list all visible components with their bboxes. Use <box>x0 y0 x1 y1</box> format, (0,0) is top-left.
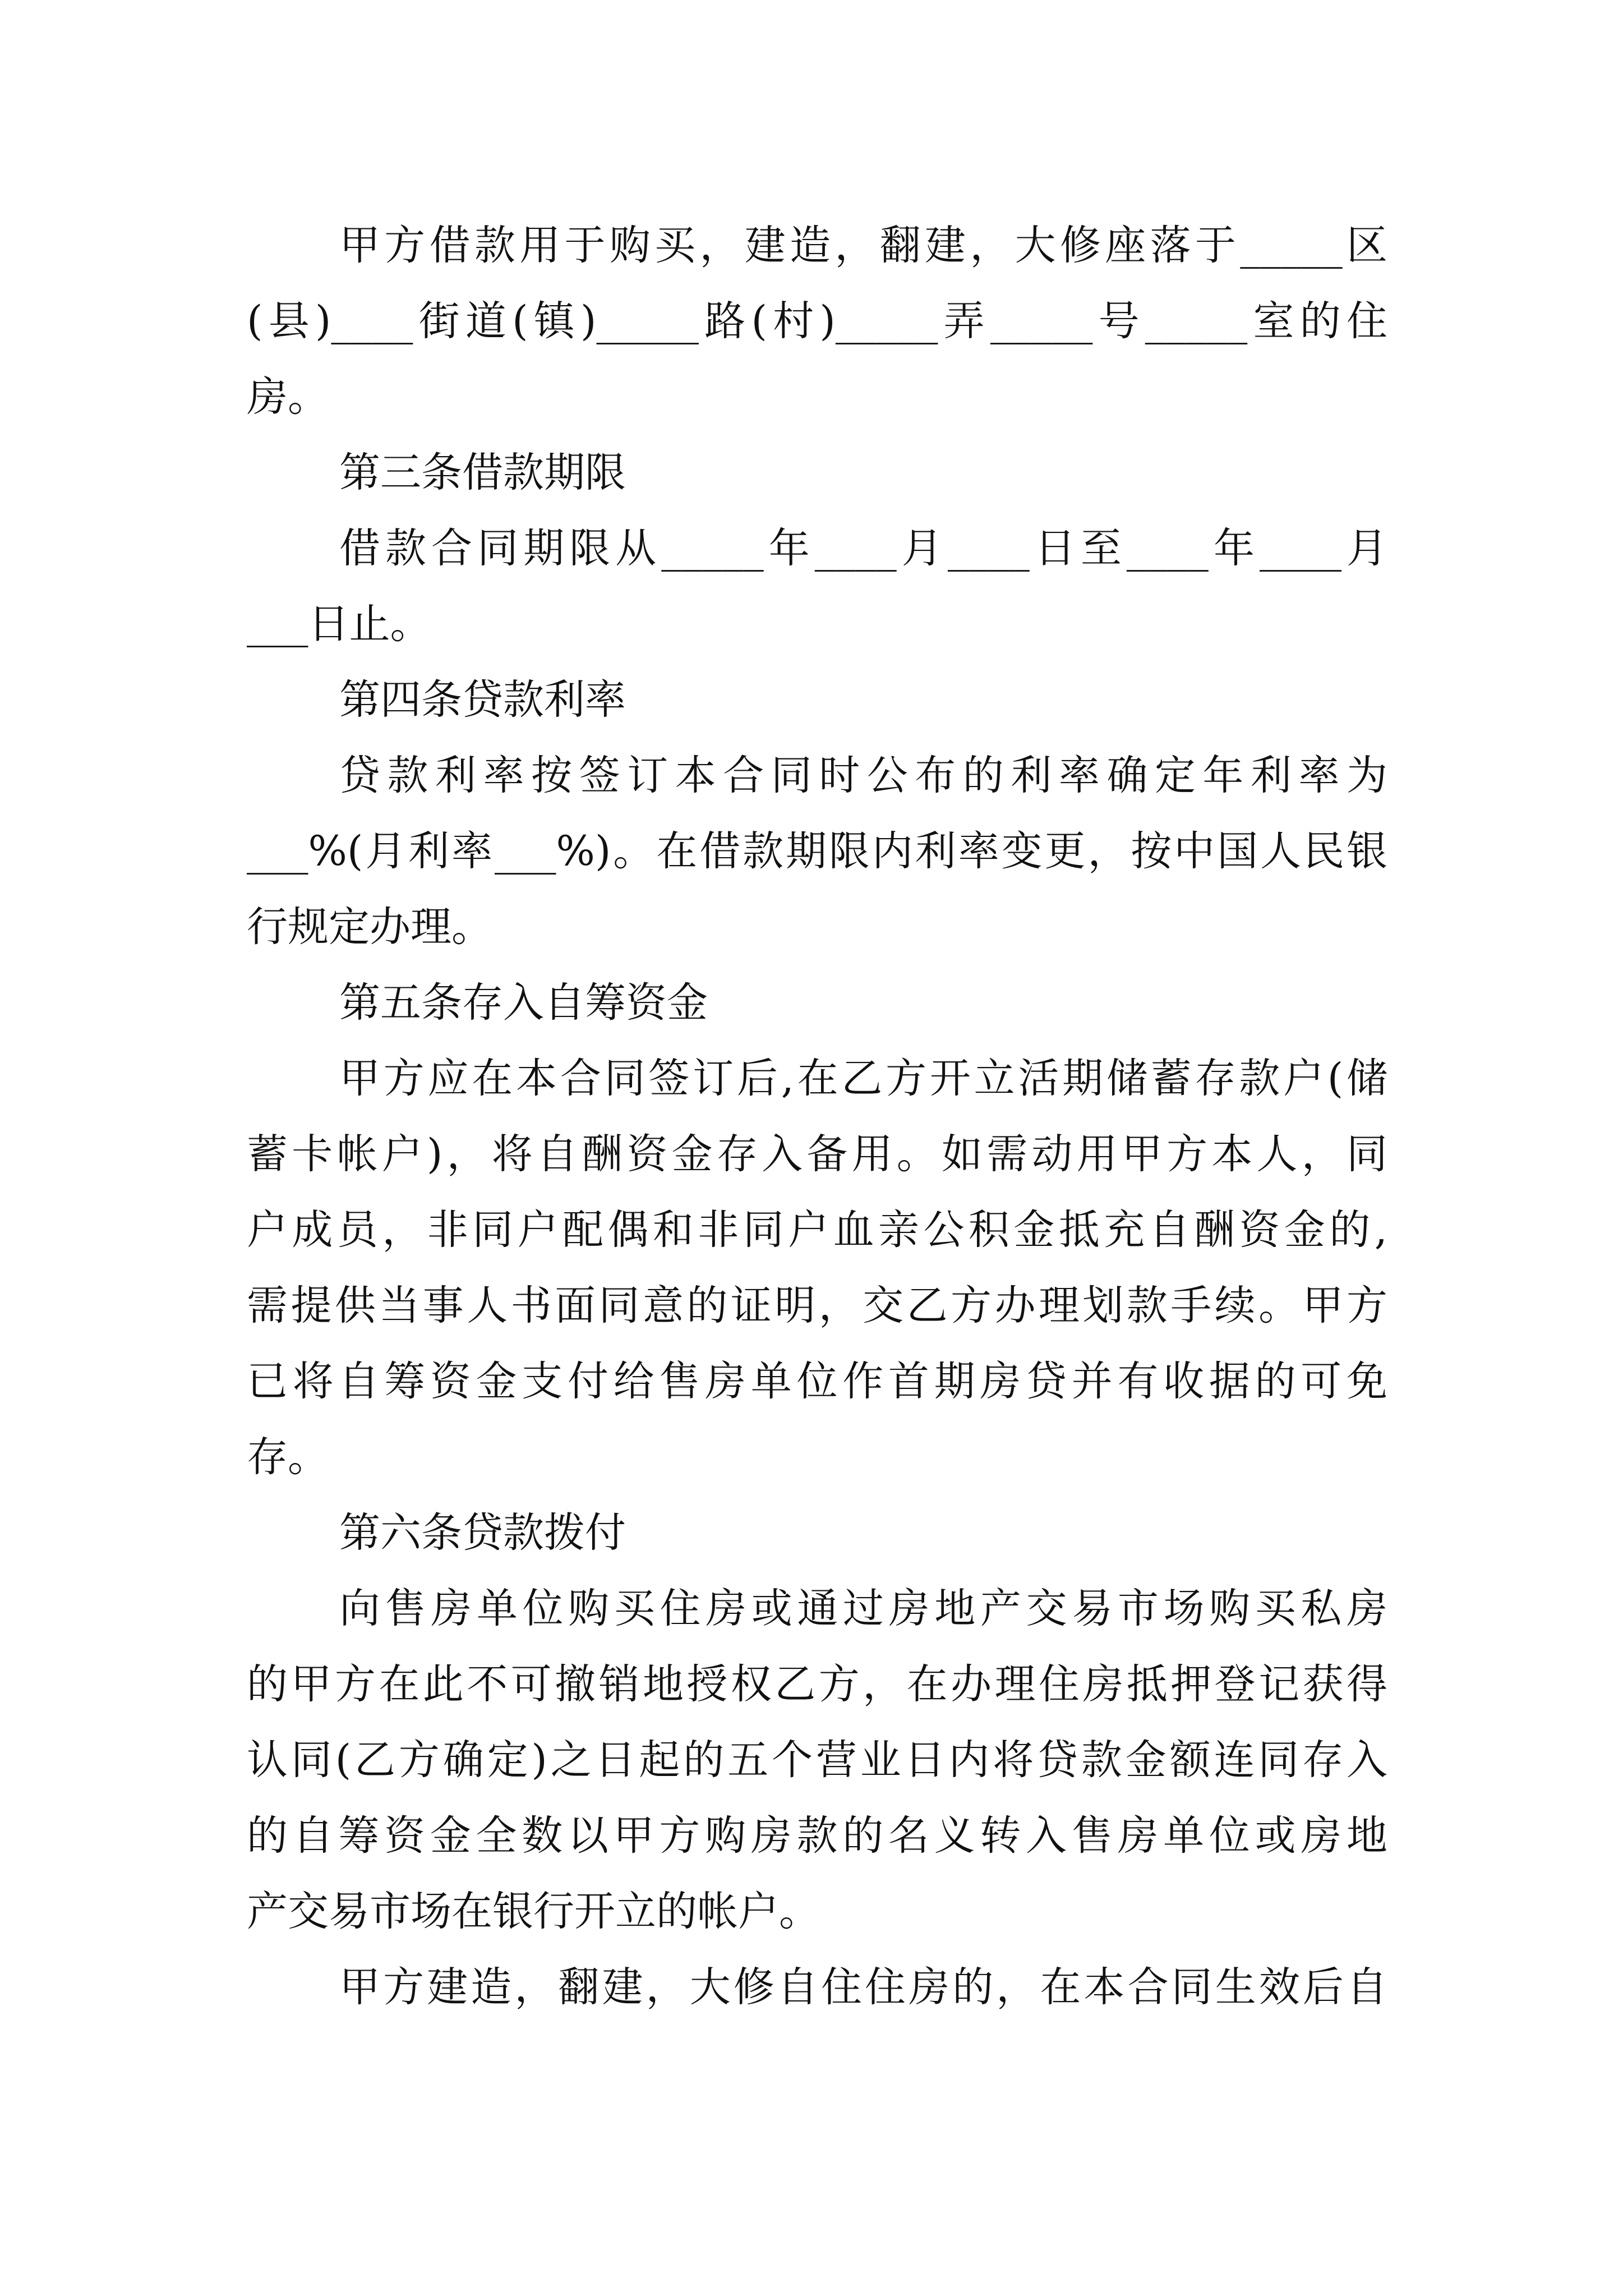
article-3-heading: 第三条借款期限 <box>339 449 626 496</box>
article-4-heading: 第四条贷款利率 <box>339 676 626 724</box>
paragraph-own-funds-line-1: 甲方应在本合同签订后,在乙方开立活期储蓄存款户(储 <box>339 1055 1387 1102</box>
paragraph-disbursement-line-2: 的甲方在此不可撤销地授权乙方，在办理住房抵押登记获得 <box>247 1660 1387 1708</box>
paragraph-disbursement-line-1: 向售房单位购买住房或通过房地产交易市场购买私房 <box>339 1585 1387 1632</box>
paragraph-disbursement-line-4: 的自筹资金全数以甲方购房款的名义转入售房单位或房地 <box>247 1812 1387 1860</box>
paragraph-loan-term-line-2: ___日止。 <box>247 600 431 648</box>
paragraph-own-funds-line-3: 户成员，非同户配偶和非同户血亲公积金抵充自酬资金的, <box>247 1206 1387 1254</box>
article-6-heading: 第六条贷款拨付 <box>339 1509 626 1557</box>
paragraph-own-funds-line-2: 蓄卡帐户)，将自酬资金存入备用。如需动用甲方本人，同 <box>247 1130 1387 1178</box>
paragraph-loan-purpose-line-3: 房。 <box>247 373 329 421</box>
paragraph-own-funds-line-4: 需提供当事人书面同意的证明，交乙方办理划款手续。甲方 <box>247 1282 1387 1329</box>
paragraph-loan-purpose-line-2: (县)____街道(镇)_____路(村)_____弄_____号_____室的住 <box>247 297 1387 345</box>
paragraph-interest-line-3: 行规定办理。 <box>247 903 492 951</box>
paragraph-own-funds-line-6: 存。 <box>247 1433 329 1481</box>
paragraph-loan-purpose-line-1: 甲方借款用于购买，建造，翻建，大修座落于_____区 <box>339 222 1387 269</box>
paragraph-self-build-line-1: 甲方建造，翻建，大修自住住房的，在本合同生效后自 <box>339 1963 1387 2011</box>
paragraph-loan-term-line-1: 借款合同期限从_____年____月____日至____年____月 <box>339 524 1387 572</box>
paragraph-interest-line-1: 贷款利率按签订本合同时公布的利率确定年利率为 <box>339 752 1387 799</box>
paragraph-own-funds-line-5: 已将自筹资金支付给售房单位作首期房贷并有收据的可免 <box>247 1358 1387 1405</box>
article-5-heading: 第五条存入自筹资金 <box>339 979 708 1027</box>
paragraph-disbursement-line-3: 认同(乙方确定)之日起的五个营业日内将贷款金额连同存入 <box>247 1736 1387 1784</box>
paragraph-interest-line-2: ___%(月利率___%)。在借款期限内利率变更，按中国人民银 <box>247 827 1387 875</box>
paragraph-disbursement-line-5: 产交易市场在银行开立的帐户。 <box>247 1888 820 1935</box>
